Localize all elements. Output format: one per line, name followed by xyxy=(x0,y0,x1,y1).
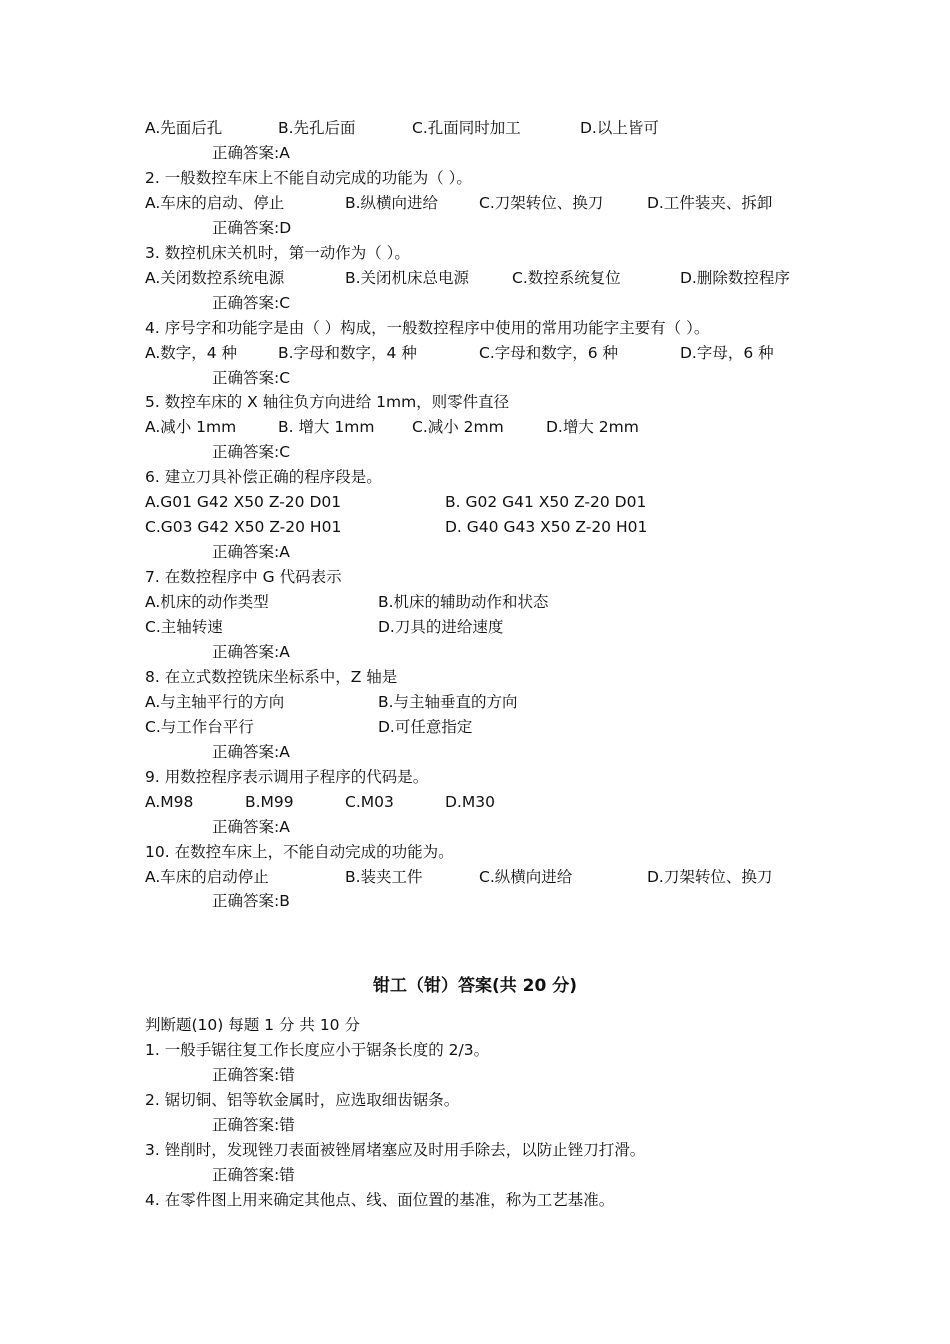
answer-line: 正确答案:A xyxy=(212,817,290,836)
option-text: B. G02 G41 X50 Z-20 D01 xyxy=(445,493,647,512)
option-text: D.M30 xyxy=(445,792,495,811)
option-text: B.M99 xyxy=(245,792,294,811)
option-text: C.刀架转位、换刀 xyxy=(479,193,604,212)
question-line: 6. 建立刀具补偿正确的程序段是。 xyxy=(145,468,382,487)
option-text: D.刀架转位、换刀 xyxy=(647,867,773,886)
option-text: C.与工作台平行 xyxy=(145,717,254,736)
option-text: C.M03 xyxy=(345,792,394,811)
answer-line: 正确答案:A xyxy=(212,143,290,162)
question-line: 判断题(10) 每题 1 分 共 10 分 xyxy=(145,1016,360,1034)
question-line: 4. 序号字和功能字是由（ ）构成，一般数控程序中使用的常用功能字主要有（ ）。 xyxy=(145,318,710,337)
option-text: A.先面后孔 xyxy=(145,119,223,137)
option-text: A.G01 G42 X50 Z-20 D01 xyxy=(145,493,342,512)
option-text: B.先孔后面 xyxy=(278,119,356,137)
answer-line: 正确答案:D xyxy=(212,218,292,237)
question-line: 2. 锯切铜、铝等软金属时，应选取细齿锯条。 xyxy=(145,1090,460,1109)
option-text: C.字母和数字，6 种 xyxy=(479,343,619,362)
option-text: B.装夹工件 xyxy=(345,867,423,886)
option-text: A.车床的启动、停止 xyxy=(145,193,285,212)
option-text: C.孔面同时加工 xyxy=(412,119,521,137)
option-text: A.减小 1mm xyxy=(145,418,237,437)
question-line: 2. 一般数控车床上不能自动完成的功能为（ ）。 xyxy=(145,168,472,187)
question-line: 8. 在立式数控铣床坐标系中，Z 轴是 xyxy=(145,667,398,686)
answer-line: 正确答案:A xyxy=(212,742,290,761)
option-text: B.关闭机床总电源 xyxy=(345,268,470,287)
option-text: C.减小 2mm xyxy=(412,418,504,437)
option-text: B.字母和数字，4 种 xyxy=(278,343,417,362)
section-title: 钳工（钳）答案(共 20 分) xyxy=(372,976,578,996)
question-line: 5. 数控车床的 X 轴往负方向进给 1mm，则零件直径 xyxy=(145,393,510,412)
question-line: 10. 在数控车床上，不能自动完成的功能为。 xyxy=(145,842,454,861)
option-text: B.纵横向进给 xyxy=(345,193,439,212)
option-text: C.主轴转速 xyxy=(145,618,223,636)
option-text: D.增大 2mm xyxy=(546,418,639,437)
answer-line: 正确答案:错 xyxy=(212,1115,295,1134)
question-line: 3. 数控机床关机时，第一动作为（ ）。 xyxy=(145,243,410,262)
option-text: C.数控系统复位 xyxy=(512,268,621,287)
answer-line: 正确答案:A xyxy=(212,642,290,661)
answer-line: 正确答案:C xyxy=(212,293,291,312)
option-text: B.与主轴垂直的方向 xyxy=(378,692,518,711)
answer-line: 正确答案:A xyxy=(212,543,290,562)
option-text: C.G03 G42 X50 Z-20 H01 xyxy=(145,518,342,537)
option-text: A.数字，4 种 xyxy=(145,343,238,362)
answer-line: 正确答案:C xyxy=(212,443,291,462)
option-text: D.刀具的进给速度 xyxy=(378,618,504,636)
option-text: D.删除数控程序 xyxy=(680,268,790,287)
option-text: A.关闭数控系统电源 xyxy=(145,268,285,287)
option-text: A.M98 xyxy=(145,792,194,811)
question-line: 3. 锉削时，发现锉刀表面被锉屑堵塞应及时用手除去，以防止锉刀打滑。 xyxy=(145,1140,646,1159)
option-text: D.工件装夹、拆卸 xyxy=(647,193,773,212)
answer-line: 正确答案:错 xyxy=(212,1165,295,1184)
answer-line: 正确答案:C xyxy=(212,368,291,387)
option-text: B.机床的辅助动作和状态 xyxy=(378,593,549,612)
option-text: D. G40 G43 X50 Z-20 H01 xyxy=(445,518,648,537)
option-text: D.以上皆可 xyxy=(580,119,659,137)
option-text: A.机床的动作类型 xyxy=(145,593,269,612)
option-text: A.车床的启动停止 xyxy=(145,867,269,886)
option-text: A.与主轴平行的方向 xyxy=(145,692,285,711)
option-text: B. 增大 1mm xyxy=(278,418,375,437)
answer-line: 正确答案:B xyxy=(212,892,290,911)
question-line: 7. 在数控程序中 G 代码表示 xyxy=(145,568,342,587)
answer-line: 正确答案:错 xyxy=(212,1065,295,1084)
question-line: 4. 在零件图上用来确定其他点、线、面位置的基准，称为工艺基准。 xyxy=(145,1190,615,1209)
option-text: D.可任意指定 xyxy=(378,717,473,736)
question-line: 9. 用数控程序表示调用子程序的代码是。 xyxy=(145,767,429,786)
option-text: C.纵横向进给 xyxy=(479,867,573,886)
option-text: D.字母，6 种 xyxy=(680,343,774,362)
question-line: 1. 一般手锯往复工作长度应小于锯条长度的 2/3。 xyxy=(145,1040,490,1059)
